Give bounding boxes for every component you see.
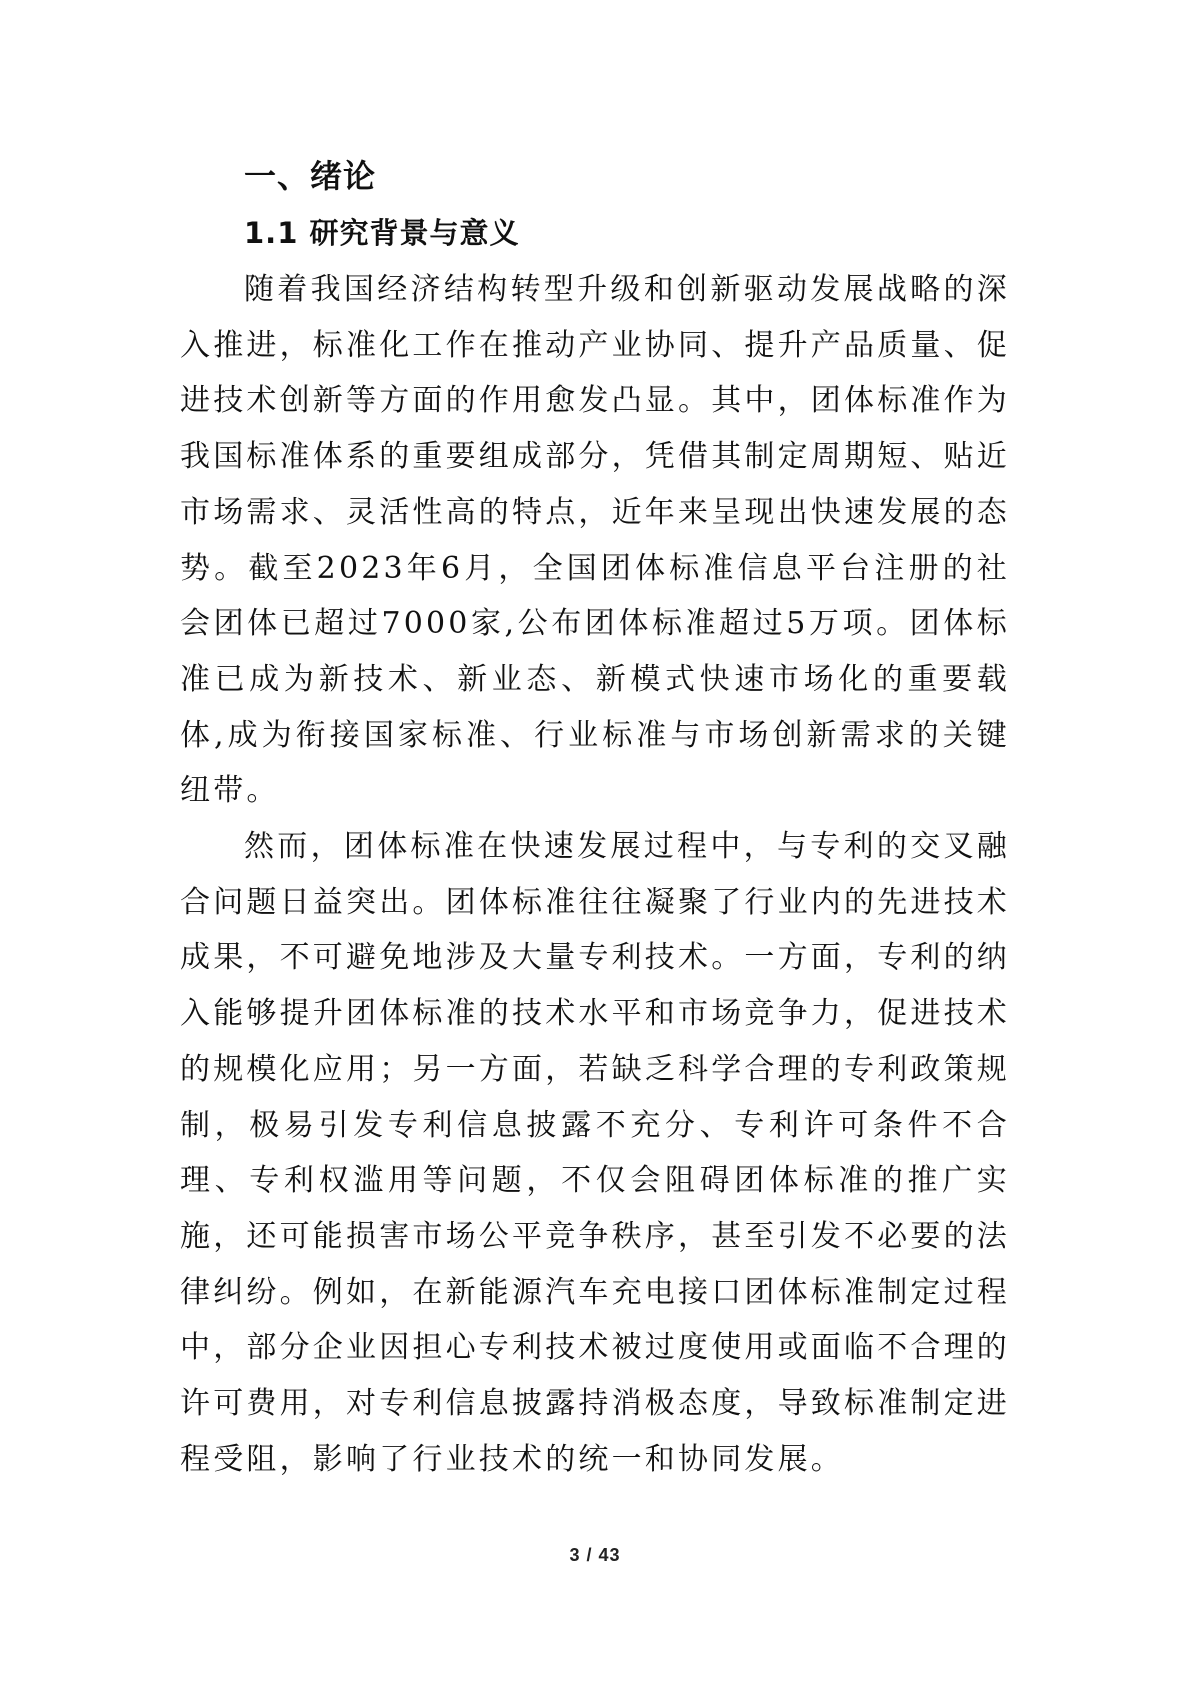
chapter-heading: 一、绪论 [244,157,377,195]
page-number: 3 / 43 [569,1545,621,1565]
section-heading: 1.1 研究背景与意义 [244,216,520,250]
page-content [180,148,1010,1487]
body-paragraph-2: 然而，团体标准在快速发展过程中，与专利的交叉融合问题日益突出。团体标准往往凝聚了行业内的先进技术成果，不可避免地涉及大量专利技术。一方面，专利的纳入能够提升团体标准的技术水平和市场竞争力，促进技术的规模化应用；另一方面，若缺乏科学合理的专利政策规制，极易引发专利信息披露不充分、专利许可条件不合理、专利权滥用等问题，不仅会阻碍团体标准的推广实施，还可能损害市场公平竞争秩序，甚至引发不必要的法律纠纷。例如，在新能源汽车充电接口团体标准制定过程中，部分企业因担心专利技术被过度使用或面临不合理的许可费用，对专利信息披露持消极态度，导致标准制定进程受阻，影响了行业技术的统一和协同发展。 [180,829,1010,1477]
body-paragraph-1: 随着我国经济结构转型升级和创新驱动发展战略的深入推进，标准化工作在推动产业协同、提升产品质量、促进技术创新等方面的作用愈发凸显。其中，团体标准作为我国标准体系的重要组成部分，凭借其制定周期短、贴近市场需求、灵活性高的特点，近年来呈现出快速发展的态势。截至2023年6月，全国团体标准信息平台注册的社会团体已超过7000家,公布团体标准超过5万项。团体标准已成为新技术、新业态、新模式快速市场化的重要载体,成为衔接国家标准、行业标准与市场创新需求的关键纽带。 [180,272,1010,809]
